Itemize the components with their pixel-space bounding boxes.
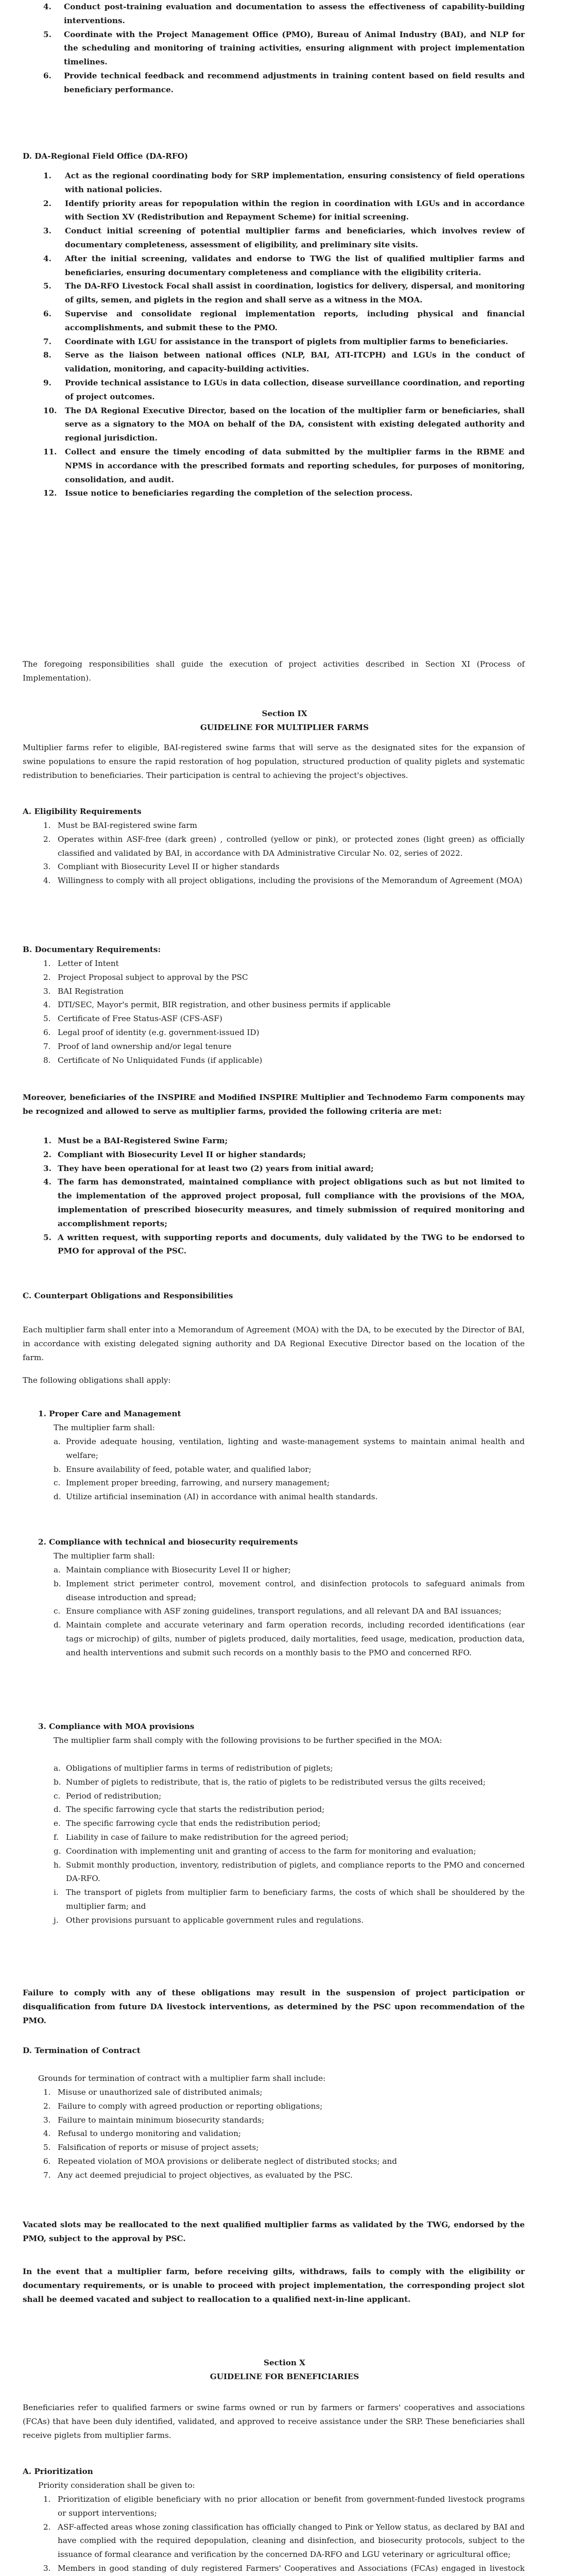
vacated-paragraph: Vacated slots may be reallocated to the next qualified multiplier farms as validated by the TWG, endorsed by the PMO, subject to the approval by PSC. <box>23 2220 525 2243</box>
list-item: 4. DTI/SEC, Mayor's permit, BIR registration, and other business permits if applicable <box>43 1000 391 1010</box>
section-ix-intro: Multiplier farms refer to eligible, BAI-registered swine farms that will serve as the designated sites for the expansion of swine populations to ensure the rapid restoration of hog population, structured production of quality piglets and systematic redistribution to beneficiaries. Their participation is central to achieving the project's objectives. <box>23 743 525 780</box>
list-item: 3. Failure to maintain minimum biosecurity standards; <box>43 2115 265 2125</box>
list-item: 3. Conduct initial screening of potential multiplier farms and beneficiaries, which involves review of documentary completeness, assessment of eligibility, and preliminary site visits. <box>43 226 525 249</box>
technical-compliance-heading: 2. Compliance with technical and biosecurity requirements <box>38 1537 298 1547</box>
proper-care-list <box>54 1435 525 1504</box>
list-item: f. Liability in case of failure to make redistribution for the agreed period; <box>54 1832 349 1842</box>
documentary-heading: B. Documentary Requirements: <box>23 945 161 954</box>
list-item: 5. Certificate of Free Status-ASF (CFS-ASF) <box>43 1014 222 1024</box>
list-item: d. The specific farrowing cycle that starts the redistribution period; <box>54 1805 325 1815</box>
list-item: d. Utilize artificial insemination (AI) in accordance with animal health standards. <box>54 1492 378 1502</box>
eligibility-heading: A. Eligibility Requirements <box>23 807 142 816</box>
training-items-list <box>43 0 525 97</box>
list-item: c. Ensure compliance with ASF zoning guidelines, transport regulations, and all relevant DA and BAI issuances; <box>54 1606 502 1616</box>
list-item: 4. Refusal to undergo monitoring and validation; <box>43 2129 242 2139</box>
moa-compliance-list <box>54 1761 525 1927</box>
section-x-title: Section X <box>264 2358 305 2367</box>
list-item: 2. Identify priority areas for repopulation within the region in coordination with LGUs and in accordance with Section XV (Redistribution and Repayment Scheme) for initial screening. <box>43 198 525 222</box>
section-d-list <box>43 169 525 500</box>
counterpart-heading: C. Counterpart Obligations and Responsibilities <box>23 1291 233 1300</box>
list-item: 7. Any act deemed prejudicial to project objectives, as evaluated by the PSC. <box>43 2170 353 2180</box>
list-item: b. Number of piglets to redistribute, that is, the ratio of piglets to be redistributed versus the gilts received; <box>54 1777 486 1787</box>
list-item: a. Obligations of multiplier farms in terms of redistribution of piglets; <box>54 1764 333 1773</box>
list-item: 3. Members in good standing of duly registered Farmers' Cooperatives and Associations (FCAs) engaged in livestock <box>43 2563 525 2573</box>
section-x-subtitle: GUIDELINE FOR BENEFICIARIES <box>210 2372 359 2381</box>
proper-care-heading: 1. Proper Care and Management <box>38 1409 181 1418</box>
proper-care-sub: The multiplier farm shall: <box>54 1423 155 1432</box>
list-item: i. The transport of piglets from multiplier farm to beneficiary farms, the costs of which shall be shouldered by the multiplier farm; and <box>54 1888 525 1911</box>
list-item: 7. Coordinate with LGU for assistance in the transport of piglets from multiplier farms to beneficiaries. <box>43 336 508 346</box>
list-item: 5. A written request, with supporting reports and documents, duly validated by the TWG to be endorsed to PMO for approval of the PSC. <box>43 1232 525 1256</box>
list-item: g. Coordination with implementing unit and granting of access to the farm for monitoring and evaluation; <box>54 1846 476 1856</box>
prioritization-list <box>43 2493 525 2576</box>
list-item: 6. Supervise and consolidate regional implementation reports, including physical and financial accomplishments, and submit these to the PMO. <box>43 309 525 332</box>
list-item: e. The specific farrowing cycle that ends the redistribution period; <box>54 1819 321 1828</box>
list-item: 5. Falsification of reports or misuse of project assets; <box>43 2143 259 2153</box>
list-item: c. Period of redistribution; <box>54 1791 162 1801</box>
list-item: 2. Compliant with Biosecurity Level II or higher standards; <box>43 1149 306 1159</box>
section-ix-title: Section IX <box>262 709 307 718</box>
list-item: 2. Failure to comply with agreed production or reporting obligations; <box>43 2101 323 2111</box>
list-item: 2. Operates within ASF-free (dark green) , controlled (yellow or pink), or protected zones (light green) as officially classified and validated by BAI, in accordance with DA Administrative Circular No. 02, series of 2022. <box>43 834 525 858</box>
list-item: 1. Act as the regional coordinating body for SRP implementation, ensuring consistency of field operations with national policies. <box>43 171 525 194</box>
list-item: a. Provide adequate housing, ventilation, lighting and waste-management systems to maintain animal health and welfare; <box>54 1437 525 1460</box>
list-item: 7. Proof of land ownership and/or legal tenure <box>43 1041 232 1051</box>
list-item: 5. Coordinate with the Project Management Office (PMO), Bureau of Animal Industry (BAI), and NLP for the scheduling and monitoring of training activities, ensuring alignment with project implementation timelines. <box>43 29 525 67</box>
list-item: 2. ASF-affected areas whose zoning classification has officially changed to Pink or Yellow status, as declared by BAI and have complied with the required depopulation, cleaning and disinfection, and biosecurity protocols, subject to the issuance of formal clearance and verification by the concerned DA-RFO and LGU veterinary or agricultural office; <box>43 2522 525 2560</box>
list-item: 6. Repeated violation of MOA provisions or deliberate neglect of distributed stocks; and <box>43 2156 397 2166</box>
list-item: a. Maintain compliance with Biosecurity Level II or higher; <box>54 1565 291 1574</box>
foregoing-paragraph: The foregoing responsibilities shall guide the execution of project activities described in Section XI (Process of Implementation). <box>23 659 525 683</box>
moa-compliance-sub: The multiplier farm shall comply with the following provisions to be further specified in the MOA: <box>54 1736 442 1745</box>
list-item: 3. BAI Registration <box>43 986 124 996</box>
list-item: 5. The DA-RFO Livestock Focal shall assist in coordination, logistics for delivery, dispersal, and monitoring of gilts, semen, and piglets in the region and shall serve as a witness in the MOA. <box>43 281 525 305</box>
section-d-heading: D. DA-Regional Field Office (DA-RFO) <box>23 151 188 161</box>
failure-paragraph: Failure to comply with any of these obligations may result in the suspension of project participation or disqualification from future DA livestock interventions, as determined by the PSC upon recommendation of the PMO. <box>23 1988 525 2025</box>
section-x-intro: Beneficiaries refer to qualified farmers or swine farms owned or run by farmers or farmers' cooperatives and associations (FCAs) that have been duly identified, validated, and approved to receive assistance under the SRP. These beneficiaries shall receive piglets from multiplier farms. <box>23 2403 525 2440</box>
termination-intro: Grounds for termination of contract with a multiplier farm shall include: <box>38 2074 326 2083</box>
list-item: 3. Compliant with Biosecurity Level II or higher standards <box>43 862 280 872</box>
prioritization-heading: A. Prioritization <box>23 2467 93 2476</box>
list-item: 11. Collect and ensure the timely encoding of data submitted by the multiplier farms in the RBME and NPMS in accordance with the prescribed formats and reporting schedules, for purposes of monitoring, consolidation, and audit. <box>43 447 525 484</box>
list-item: 10. The DA Regional Executive Director, based on the location of the multiplier farm or beneficiaries, shall serve as a signatory to the MOA on behalf of the DA, consistent with existing delegated authority and regional jurisdiction. <box>43 405 525 443</box>
list-item: 2. Project Proposal subject to approval by the PSC <box>43 972 248 982</box>
technical-compliance-list <box>54 1563 525 1660</box>
termination-list <box>43 2086 525 2182</box>
list-item: 1. Prioritization of eligible beneficiary with no prior allocation or benefit from government-funded livestock programs or support interventions; <box>43 2495 525 2518</box>
list-item: 4. The farm has demonstrated, maintained compliance with project obligations such as but not limited to the implementation of the approved project proposal, full compliance with the provisions of the MOA, implementation of prescribed biosecurity measures, and timely submission of required monitoring and accomplishment reports; <box>43 1177 525 1228</box>
list-item: c. Implement proper breeding, farrowing, and nursery management; <box>54 1478 330 1488</box>
section-ix-subtitle: GUIDELINE FOR MULTIPLIER FARMS <box>200 723 369 732</box>
list-item: 8. Certificate of No Unliquidated Funds (if applicable) <box>43 1055 263 1065</box>
list-item: 1. Letter of Intent <box>43 959 119 968</box>
list-item: 6. Provide technical feedback and recommend adjustments in training content based on field results and beneficiary performance. <box>43 71 525 94</box>
event-paragraph: In the event that a multiplier farm, before receiving gilts, withdraws, fails to comply with the eligibility or documentary requirements, or is unable to proceed with project implementation, the corresponding project slot shall be deemed vacated and subject to reallocation to a qualified next-in-line applicant. <box>23 2267 525 2304</box>
list-item: 8. Serve as the liaison between national offices (NLP, BAI, ATI-ITCPH) and LGUs in the conduct of validation, monitoring, and capacity-building activities. <box>43 350 525 374</box>
list-item: 12. Issue notice to beneficiaries regarding the completion of the selection process. <box>43 488 413 498</box>
inspire-criteria-list <box>43 1134 525 1258</box>
documentary-list <box>43 957 525 1067</box>
list-item: 1. Must be BAI-registered swine farm <box>43 821 197 830</box>
technical-compliance-sub: The multiplier farm shall: <box>54 1551 155 1561</box>
list-item: 3. They have been operational for at least two (2) years from initial award; <box>43 1163 374 1173</box>
list-item: j. Other provisions pursuant to applicable government rules and regulations. <box>54 1915 364 1925</box>
list-item: 9. Provide technical assistance to LGUs in data collection, disease surveillance coordination, and reporting of project outcomes. <box>43 378 525 401</box>
list-item: 1. Must be a BAI-Registered Swine Farm; <box>43 1136 228 1145</box>
list-item: 1. Misuse or unauthorized sale of distributed animals; <box>43 2088 263 2097</box>
list-item: b. Ensure availability of feed, potable water, and qualified labor; <box>54 1464 312 1474</box>
termination-heading: D. Termination of Contract <box>23 2046 141 2055</box>
eligibility-list <box>43 819 525 888</box>
list-item: 4. Willingness to comply with all project obligations, including the provisions of the Memorandum of Agreement (MOA) <box>43 876 523 886</box>
counterpart-intro: Each multiplier farm shall enter into a Memorandum of Agreement (MOA) with the DA, to be executed by the Director of BAI, in accordance with existing delegated signing authority and DA Regional Executive Director based on the location of the farm. <box>23 1325 525 1362</box>
list-item: h. Submit monthly production, inventory, redistribution of piglets, and compliance reports to the PMO and concerned DA-RFO. <box>54 1860 525 1884</box>
moreover-paragraph: Moreover, beneficiaries of the INSPIRE and Modified INSPIRE Multiplier and Technodemo Farm components may be recognized and allowed to serve as multiplier farms, provided the following criteria are met: <box>23 1093 525 1116</box>
obligations-lead: The following obligations shall apply: <box>23 1376 171 1385</box>
list-item: 4. Conduct post-training evaluation and documentation to assess the effectiveness of capability-building interventions. <box>43 2 525 25</box>
list-item: b. Implement strict perimeter control, movement control, and disinfection protocols to safeguard animals from disease introduction and spread; <box>54 1579 525 1602</box>
list-item: d. Maintain complete and accurate veterinary and farm operation records, including recorded identifications (ear tags or microchip) of gilts, number of piglets produced, daily mortalities, feed usage, medication, production data, and health interventions and submit such records on a monthly basis to the PMO and concerned RFO. <box>54 1620 525 1657</box>
prioritization-sub: Priority consideration shall be given to: <box>38 2481 195 2490</box>
moa-compliance-heading: 3. Compliance with MOA provisions <box>38 1722 195 1731</box>
list-item: 4. After the initial screening, validates and endorse to TWG the list of qualified multiplier farms and beneficiaries, ensuring documentary completeness and compliance with the eligibility criteria. <box>43 253 525 277</box>
list-item: 6. Legal proof of identity (e.g. government-issued ID) <box>43 1027 260 1037</box>
